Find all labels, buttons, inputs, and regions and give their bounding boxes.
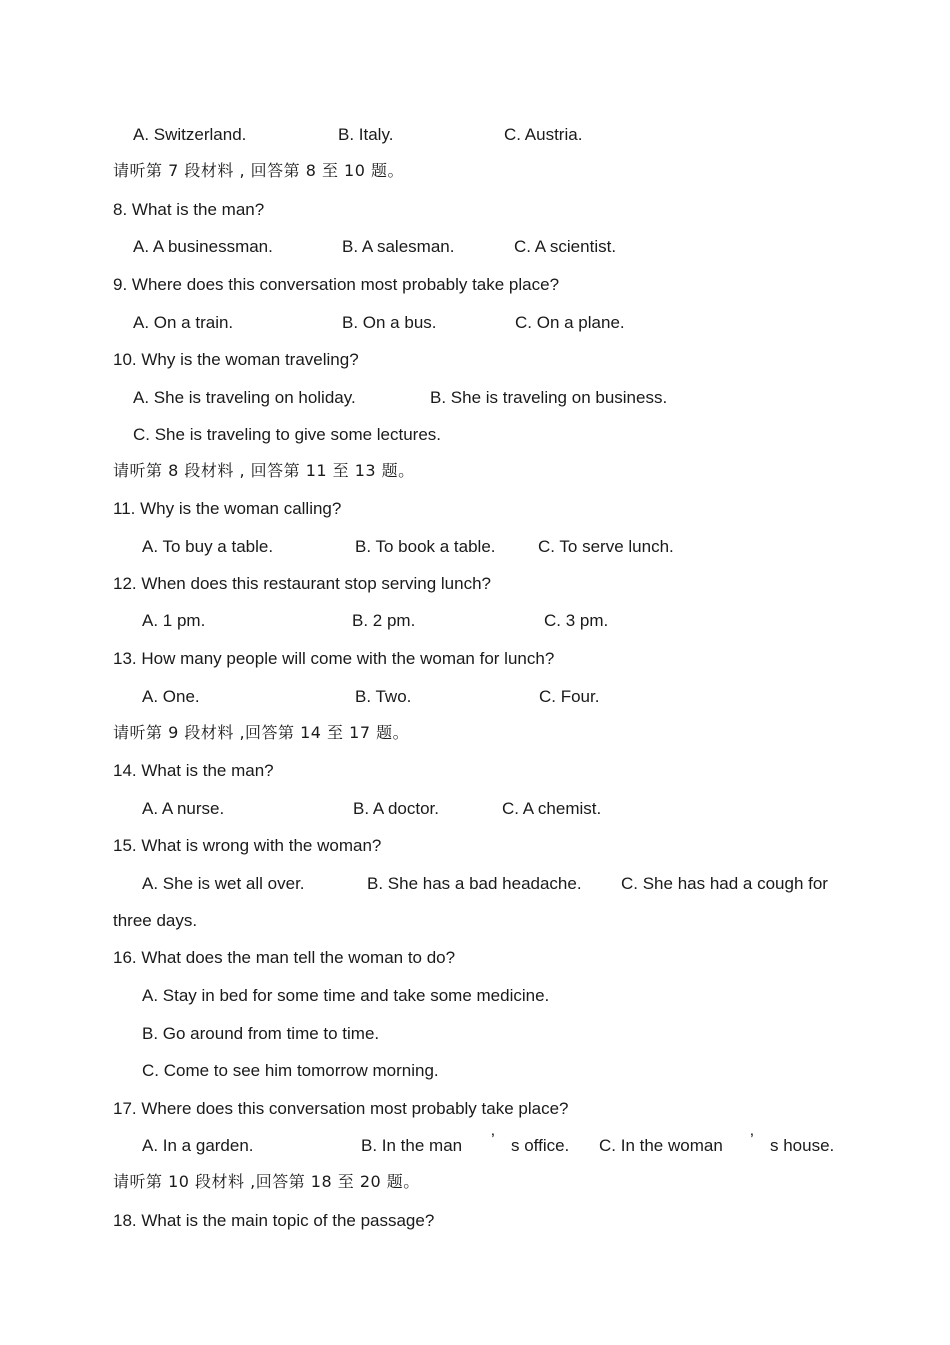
option-a: A. A nurse. bbox=[142, 799, 225, 818]
option-a: A. She is traveling on holiday. bbox=[133, 388, 356, 407]
question-8: 8. What is the man? bbox=[113, 200, 265, 219]
option-c: C. Austria. bbox=[504, 125, 583, 144]
option-b: B. Two. bbox=[355, 687, 412, 706]
option-a: A. In a garden. bbox=[142, 1136, 254, 1155]
option-b: B. Italy. bbox=[338, 125, 394, 144]
option-c: C. A scientist. bbox=[514, 237, 617, 256]
option-b-part1: B. In the man bbox=[361, 1136, 463, 1155]
question-12: 12. When does this restaurant stop serving lunch? bbox=[113, 574, 491, 593]
option-b: B. To book a table. bbox=[355, 537, 496, 556]
option-b: B. Go around from time to time. bbox=[142, 1024, 380, 1043]
option-b-apostrophe: ’ bbox=[491, 1130, 495, 1149]
option-c: C. On a plane. bbox=[515, 313, 625, 332]
option-c: C. 3 pm. bbox=[544, 611, 609, 630]
option-b: B. She has a bad headache. bbox=[367, 874, 582, 893]
option-c: C. Come to see him tomorrow morning. bbox=[142, 1061, 439, 1080]
question-14: 14. What is the man? bbox=[113, 761, 274, 780]
option-b: B. She is traveling on business. bbox=[430, 388, 668, 407]
question-11: 11. Why is the woman calling? bbox=[113, 499, 342, 518]
option-c: C. Four. bbox=[539, 687, 600, 706]
section-heading: 请听第 8 段材料 , 回答第 11 至 13 题。 bbox=[113, 461, 415, 480]
option-c-part2: s house. bbox=[770, 1136, 835, 1155]
option-c: C. She has had a cough for bbox=[621, 874, 828, 893]
question-17: 17. Where does this conversation most probably take place? bbox=[113, 1099, 569, 1118]
section-heading: 请听第 7 段材料 , 回答第 8 至 10 题。 bbox=[113, 161, 404, 180]
option-a: A. One. bbox=[142, 687, 200, 706]
option-c-continued: three days. bbox=[113, 911, 198, 930]
option-c: C. A chemist. bbox=[502, 799, 602, 818]
option-c-apostrophe: ’ bbox=[750, 1130, 754, 1149]
question-13: 13. How many people will come with the woman for lunch? bbox=[113, 649, 555, 668]
option-a: A. Stay in bed for some time and take some medicine. bbox=[142, 986, 550, 1005]
question-9: 9. Where does this conversation most probably take place? bbox=[113, 275, 560, 294]
option-a: A. Switzerland. bbox=[133, 125, 247, 144]
option-c: C. She is traveling to give some lectures. bbox=[133, 425, 442, 444]
question-10: 10. Why is the woman traveling? bbox=[113, 350, 359, 369]
option-b-part2: s office. bbox=[511, 1136, 570, 1155]
question-18: 18. What is the main topic of the passage? bbox=[113, 1211, 435, 1230]
option-a: A. She is wet all over. bbox=[142, 874, 305, 893]
question-15: 15. What is wrong with the woman? bbox=[113, 836, 382, 855]
option-a: A. A businessman. bbox=[133, 237, 273, 256]
option-a: A. On a train. bbox=[133, 313, 234, 332]
option-c-part1: C. In the woman bbox=[599, 1136, 723, 1155]
option-b: B. 2 pm. bbox=[352, 611, 416, 630]
option-a: A. 1 pm. bbox=[142, 611, 206, 630]
option-b: B. On a bus. bbox=[342, 313, 437, 332]
option-b: B. A salesman. bbox=[342, 237, 455, 256]
option-b: B. A doctor. bbox=[353, 799, 440, 818]
section-heading: 请听第 10 段材料 ,回答第 18 至 20 题。 bbox=[113, 1172, 420, 1191]
question-16: 16. What does the man tell the woman to do? bbox=[113, 948, 456, 967]
section-heading: 请听第 9 段材料 ,回答第 14 至 17 题。 bbox=[113, 723, 410, 742]
option-c: C. To serve lunch. bbox=[538, 537, 674, 556]
option-a: A. To buy a table. bbox=[142, 537, 274, 556]
